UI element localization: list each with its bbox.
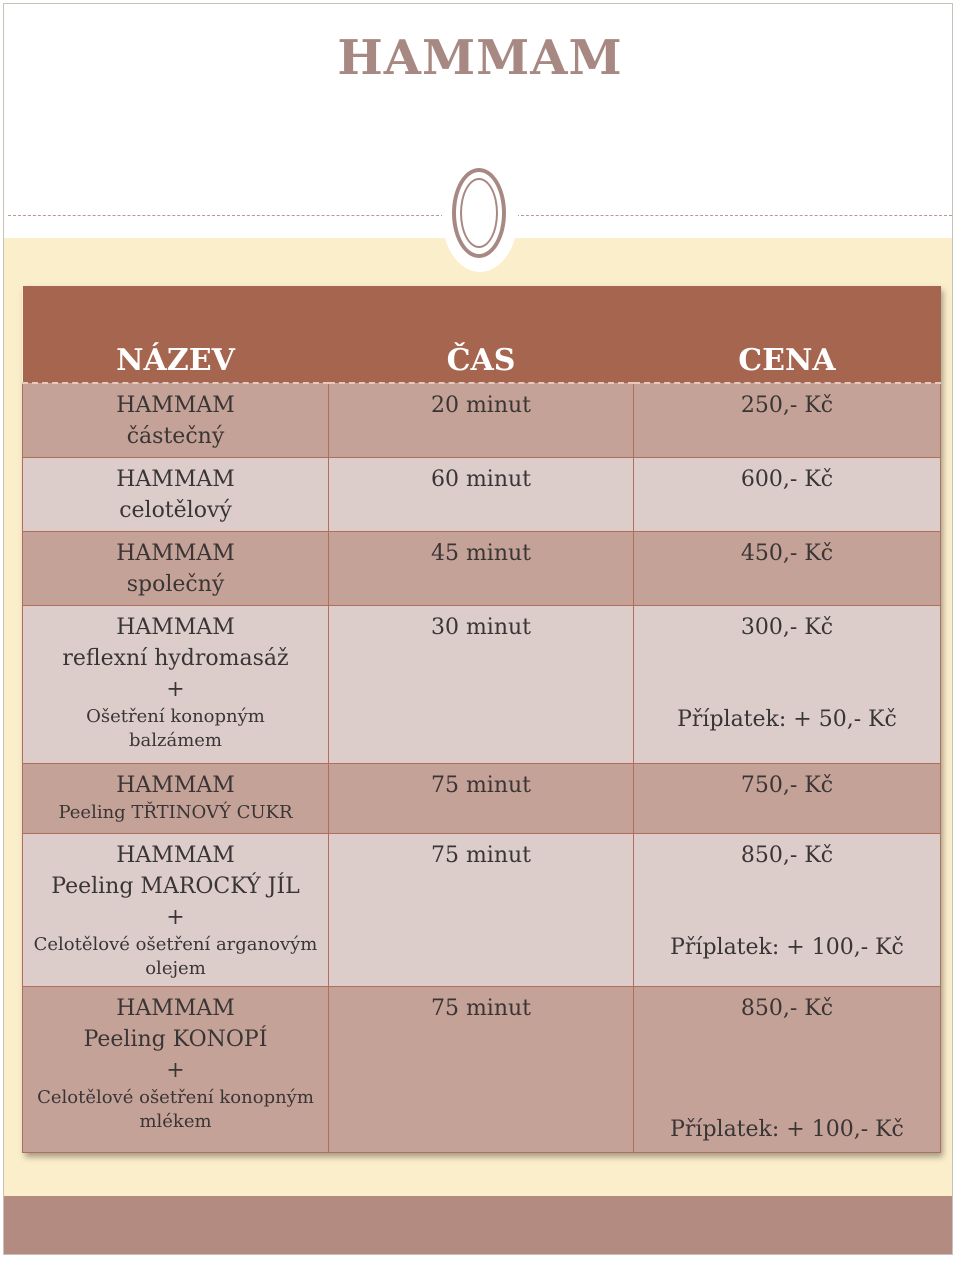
service-name-cell xyxy=(23,986,329,1152)
table-body xyxy=(23,383,941,1152)
page-title: HAMMAM xyxy=(337,30,623,86)
duration-cell xyxy=(329,833,634,986)
duration-cell xyxy=(329,605,634,763)
price-cell xyxy=(634,605,941,763)
bottom-band xyxy=(4,1196,952,1254)
table-row xyxy=(23,531,941,605)
divider-right xyxy=(516,215,952,216)
surcharge-value: Příplatek: + 50,- Kč xyxy=(677,706,897,732)
divider-left xyxy=(8,215,444,216)
price-cell xyxy=(634,531,941,605)
duration-value: 30 minut xyxy=(430,614,532,640)
service-detail-line: Peeling TŘTINOVÝ CUKR xyxy=(58,801,293,823)
price-table-container xyxy=(22,286,940,1153)
price-cell xyxy=(634,986,941,1152)
price-value: 300,- Kč xyxy=(740,614,834,640)
service-name-line: částečný xyxy=(126,424,225,449)
service-name-line: společný xyxy=(126,571,225,597)
price-cell xyxy=(634,383,941,457)
header-name: NÁZEV xyxy=(23,286,329,383)
duration-value: 20 minut xyxy=(430,393,532,418)
service-detail-line: Celotělové ošetření arganovým xyxy=(33,933,318,955)
price-spacer xyxy=(638,871,936,932)
service-name-cell xyxy=(23,457,329,531)
service-name-line: reflexní hydromasáž xyxy=(62,645,289,671)
price-cell xyxy=(634,763,941,833)
duration-value: 75 minut xyxy=(430,842,532,868)
service-detail-line: mlékem xyxy=(139,1110,212,1132)
table-row xyxy=(23,763,941,833)
duration-value: 60 minut xyxy=(430,466,532,492)
service-name-cell xyxy=(23,531,329,605)
surcharge-value: Příplatek: + 100,- Kč xyxy=(670,934,904,960)
price-cell xyxy=(634,833,941,986)
service-name-line: HAMMAM xyxy=(116,614,235,640)
service-name-line: HAMMAM xyxy=(116,772,235,798)
service-name-line: + xyxy=(166,1057,185,1083)
table-row xyxy=(23,383,941,457)
service-name-cell xyxy=(23,763,329,833)
price-cell xyxy=(634,457,941,531)
duration-cell xyxy=(329,986,634,1152)
service-detail-line: balzámem xyxy=(128,729,222,751)
service-name-line: Peeling KONOPÍ xyxy=(83,1026,268,1052)
price-value: 850,- Kč xyxy=(740,995,834,1021)
duration-value: 75 minut xyxy=(430,995,532,1021)
duration-cell xyxy=(329,457,634,531)
price-value: 850,- Kč xyxy=(740,842,834,868)
price-spacer xyxy=(638,643,936,704)
service-name-line: HAMMAM xyxy=(116,995,235,1021)
service-name-cell xyxy=(23,833,329,986)
duration-value: 45 minut xyxy=(430,540,532,566)
table-row xyxy=(23,986,941,1152)
service-name-line: HAMMAM xyxy=(116,393,235,418)
service-name-line: + xyxy=(166,904,185,930)
price-value: 750,- Kč xyxy=(740,772,834,798)
table-row xyxy=(23,605,941,763)
table-row xyxy=(23,457,941,531)
price-spacer xyxy=(638,1024,936,1114)
service-name-line: celotělový xyxy=(119,497,232,523)
surcharge-value: Příplatek: + 100,- Kč xyxy=(670,1116,904,1142)
duration-cell xyxy=(329,763,634,833)
service-name-line: HAMMAM xyxy=(116,842,235,868)
price-value: 600,- Kč xyxy=(740,466,834,492)
oval-ornament-inner-icon xyxy=(460,178,498,248)
duration-cell xyxy=(329,531,634,605)
price-value: 450,- Kč xyxy=(740,540,834,566)
service-name-cell xyxy=(23,605,329,763)
header-time: ČAS xyxy=(329,286,634,383)
duration-cell xyxy=(329,383,634,457)
header-price: CENA xyxy=(634,286,941,383)
service-detail-line: Celotělové ošetření konopným xyxy=(37,1086,314,1108)
service-detail-line: Ošetření konopným xyxy=(86,705,265,727)
service-name-line: + xyxy=(166,676,185,702)
price-table xyxy=(22,286,941,1153)
table-row xyxy=(23,833,941,986)
service-detail-line: olejem xyxy=(145,957,206,979)
price-value: 250,- Kč xyxy=(740,393,834,418)
table-header-row xyxy=(23,286,941,383)
duration-value: 75 minut xyxy=(430,772,532,798)
service-name-line: HAMMAM xyxy=(116,466,235,492)
service-name-line: Peeling MAROCKÝ JÍL xyxy=(51,873,300,899)
service-name-cell xyxy=(23,383,329,457)
service-name-line: HAMMAM xyxy=(116,540,235,566)
